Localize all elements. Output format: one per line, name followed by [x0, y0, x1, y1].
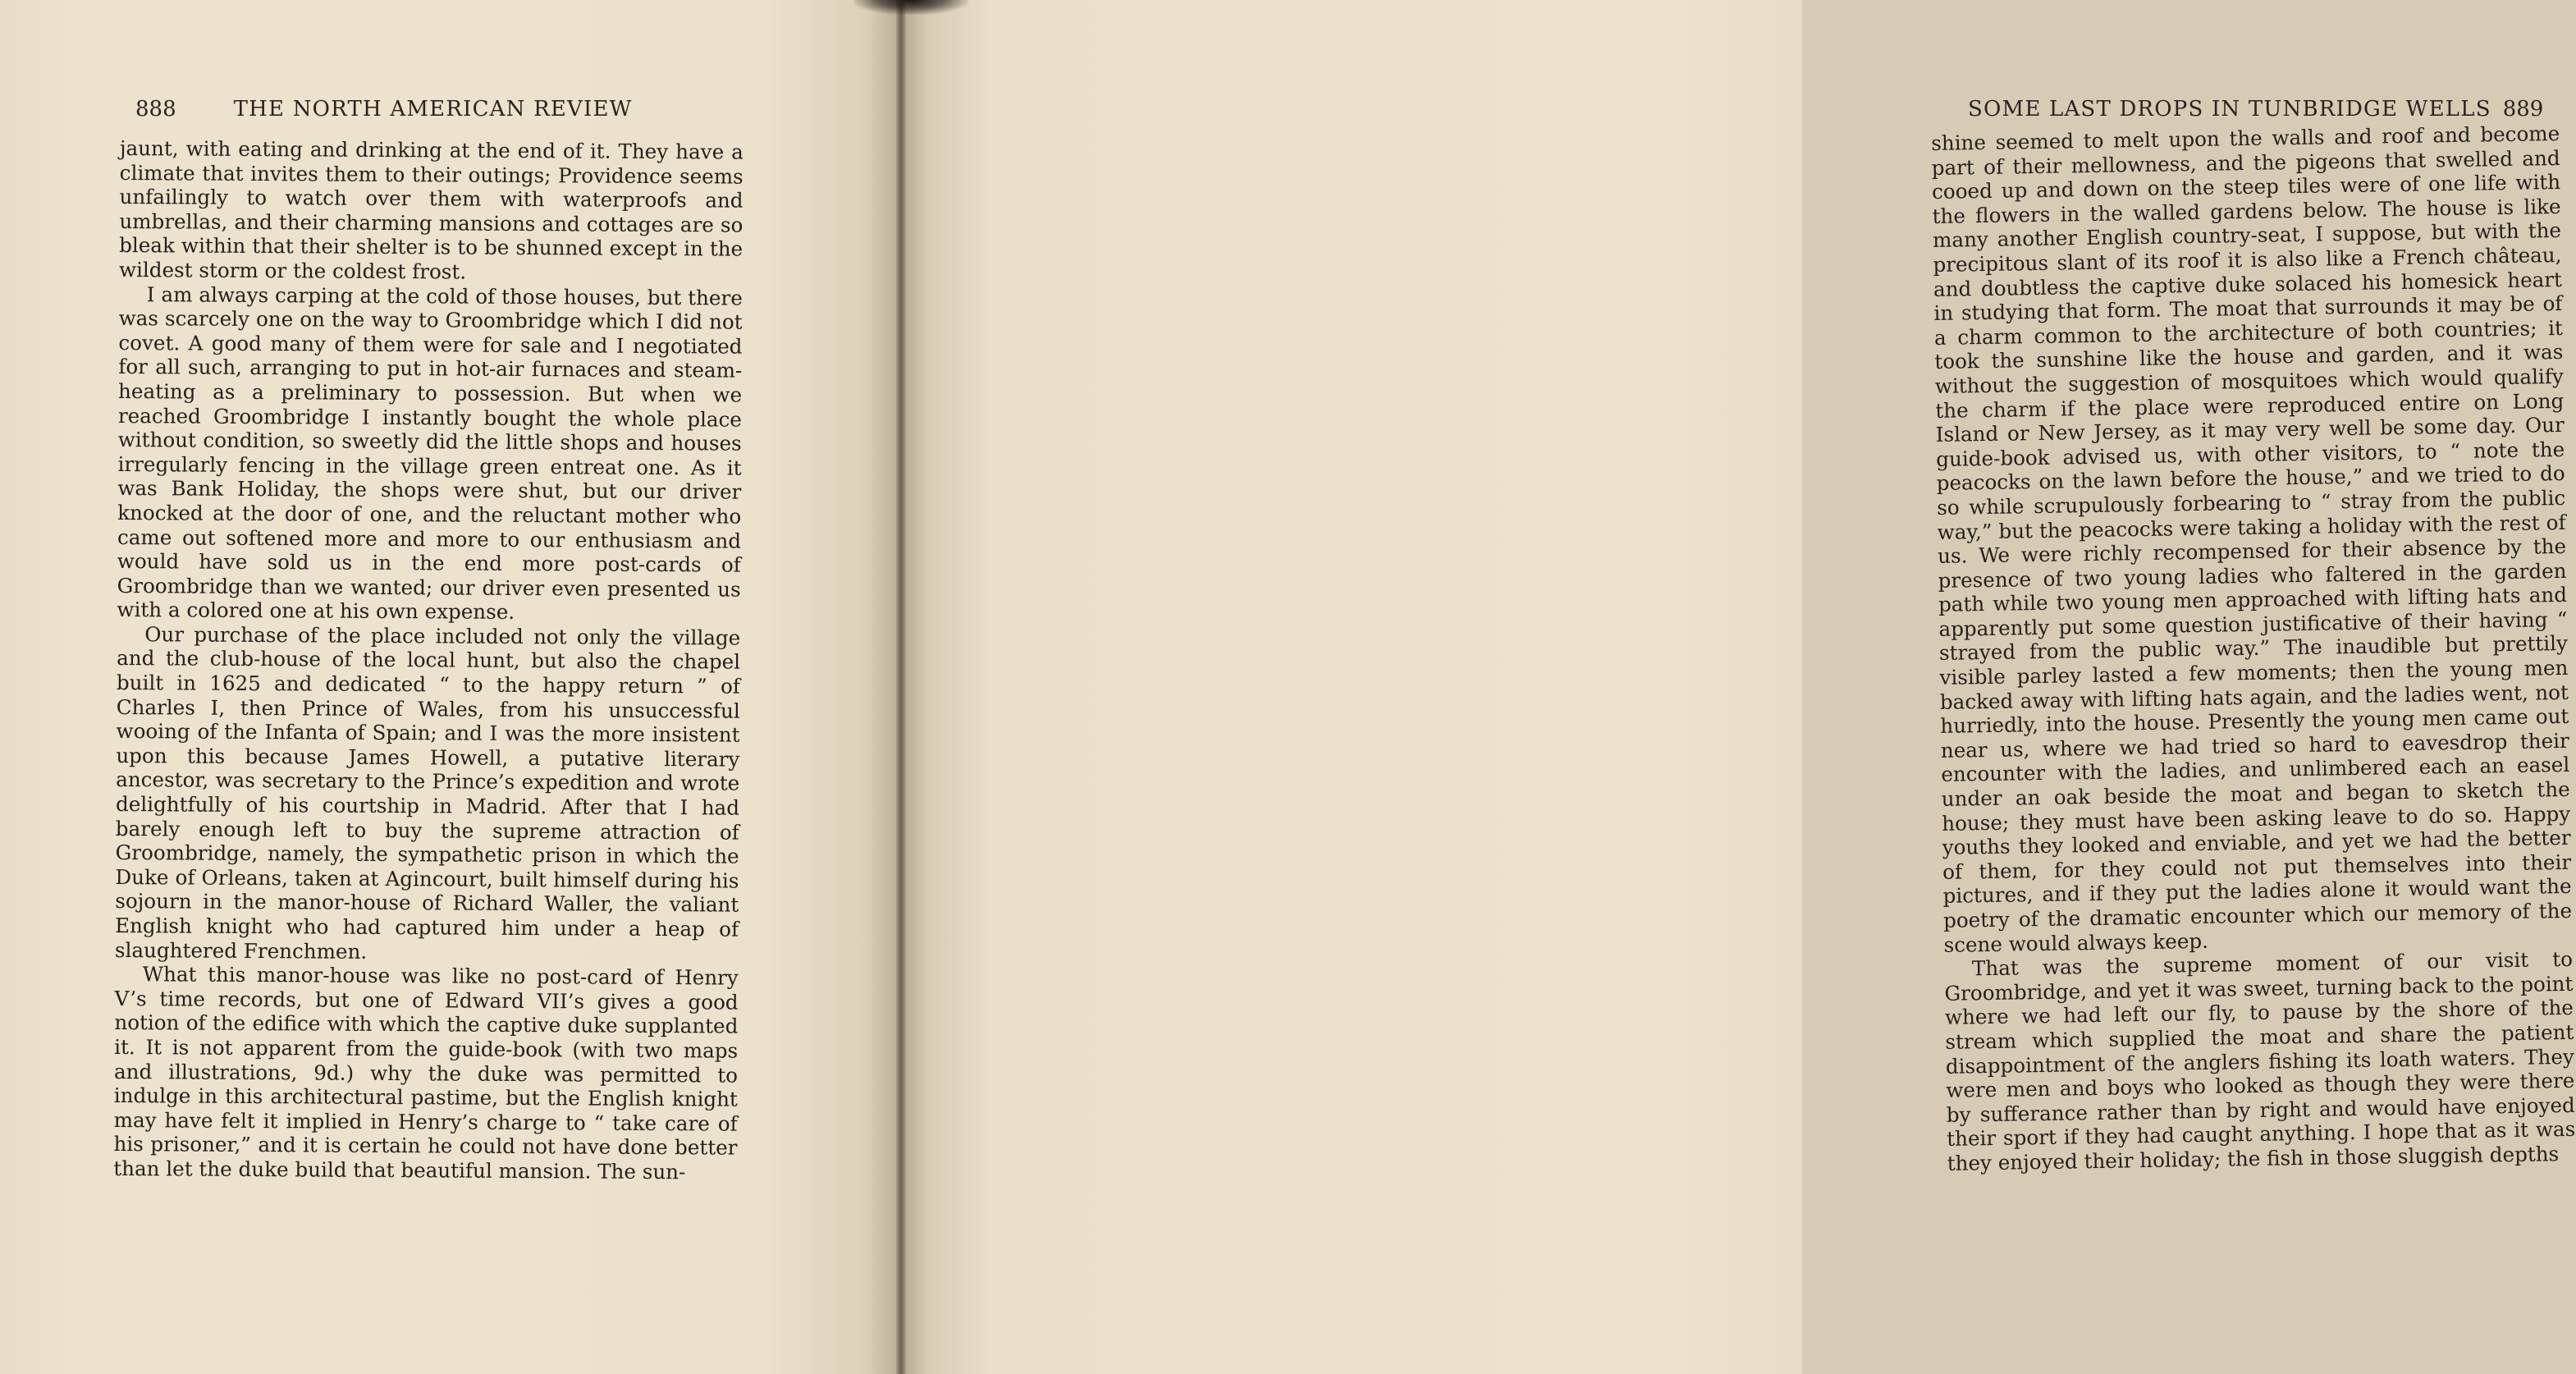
spine-shadow — [853, 0, 968, 15]
left-running-head: THE NORTH AMERICAN REVIEW — [233, 97, 633, 121]
right-page-header — [1968, 97, 2543, 121]
left-page-number: 888 — [135, 97, 176, 121]
right-page-number: 889 — [2502, 97, 2544, 121]
paragraph: shine seemed to melt upon the walls and roof and become part of their mellowness, and the pigeons that swelled and cooed up and down on the steep tiles were of one life with the flowers in the walled gardens below. The house is like many another English country-seat, I suppose, but with the precipitous slant of its roof it is also like a French château, and doubtless the captive duke solaced his homesick heart in studying that form. The moat that surrounds it may be of a charm common to the architecture of both countries; it took the sunshine like the house and garden, and it was without the suggestion of mosquitoes which would qualify the charm if the place were reproduced entire on Long Island or New Jersey, as it may very well be some day. Our guide-book advised us, with other visitors, to “ note the peacocks on the lawn before the house,” and we tried to do so while scrupulously forbearing to “ stray from the public way,” but the peacocks were taking a holiday with the rest of us. We were richly recompensed for their absence by the presence of two young ladies who faltered in the garden path while two young men approached with lifting hats and apparently put some question justificative of their having “ strayed from the public way.” The inaudible but prettily visible parley lasted a few moments; then the young men backed away with lifting hats again, and the ladies went, not hurriedly, into the house. Presently the young men came out near us, where we had tried so hard to eavesdrop their encounter with the ladies, and unlimbered each an easel under an oak beside the moat and began to sketch the house; they must have been asking leave to do so. Happy youths they looked and enviable, and yet we had the better of them, for they could not put themselves into their pictures, and if they put the ladies alone it would want the poetry of the dramatic encounter which our memory of the scene would always keep. — [1931, 121, 2573, 957]
right-page — [901, 0, 2576, 1374]
right-running-head: SOME LAST DROPS IN TUNBRIDGE WELLS — [1968, 97, 2491, 121]
right-page-text — [1931, 121, 2576, 1175]
left-page-header — [135, 97, 633, 121]
paragraph: What this manor-house was like no post-card of Henry V’s time records, but one of Edward VII’s gives a good notion of the edifice with which the captive duke supplanted it. It is not apparent from the guide-book (with two maps and illustrations, 9d.) why the duke was permitted to indulge in this architectural pastime, but the English knight may have felt it implied in Henry’s charge to “ take care of his prisoner,” and it is certain he could not have done better than let the duke build that beautiful mansion. The sun- — [113, 962, 739, 1184]
paragraph: Our purchase of the place included not only the village and the club-house of the local hunt, but also the chapel built in 1625 and dedicated “ to the happy return ” of Charles I, then Prince of Wales, from his unsuccessful wooing of the Infanta of Spain; and I was the more insistent upon this because James Howell, a putative literary ancestor, was secretary to the Prince’s expedition and wrote delightfully of his courtship in Madrid. After that I had barely enough left to buy the supreme attraction of Groombridge, namely, the sympathetic prison in which the Duke of Orleans, taken at Agincourt, built himself during his sojourn in the manor-house of Richard Waller, the valiant English knight who had captured him under a heap of slaughtered Frenchmen. — [114, 622, 741, 964]
book-spine — [896, 0, 906, 1374]
paragraph: jaunt, with eating and drinking at the end of it. They have a climate that invites them to their outings; Providence seems unfailingly to watch over them with waterproofs and umbrellas, and their charming mansions and cottages are so bleak within that their shelter is to be shunned except in the wildest storm or the coldest frost. — [118, 136, 744, 284]
paragraph: I am always carping at the cold of those houses, but there was scarcely one on the way to Groombridge which I did not covet. A good many of them were for sale and I negotiated for all such, arranging to put in hot-air furnaces and steam-heating as a preliminary to possession. But when we reached Groombridge I instantly bought the whole place without condition, so sweetly did the little shops and houses irregularly fencing in the village green entreat one. As it was Bank Holiday, the shops were shut, but our driver knocked at the door of one, and the reluctant mother who came out softened more and more to our enthusiasm and would have sold us in the end more post-cards of Groombridge than we wanted; our driver even presented us with a colored one at his own expense. — [117, 282, 743, 625]
paragraph: That was the supreme moment of our visit to Groombridge, and yet it was sweet, turning back to the point where we had left our fly, to pause by the shore of the stream which supplied the moat and share the patient disappointment of the anglers fishing its loath waters. They were men and boys who looked as though they were there by sufferance rather than by right and would have enjoyed their sport if they had caught anything. I hope that as it was they enjoyed their holiday; the fish in those sluggish depths — [1944, 947, 2576, 1175]
left-page-text — [113, 136, 744, 1184]
left-page — [0, 0, 901, 1374]
